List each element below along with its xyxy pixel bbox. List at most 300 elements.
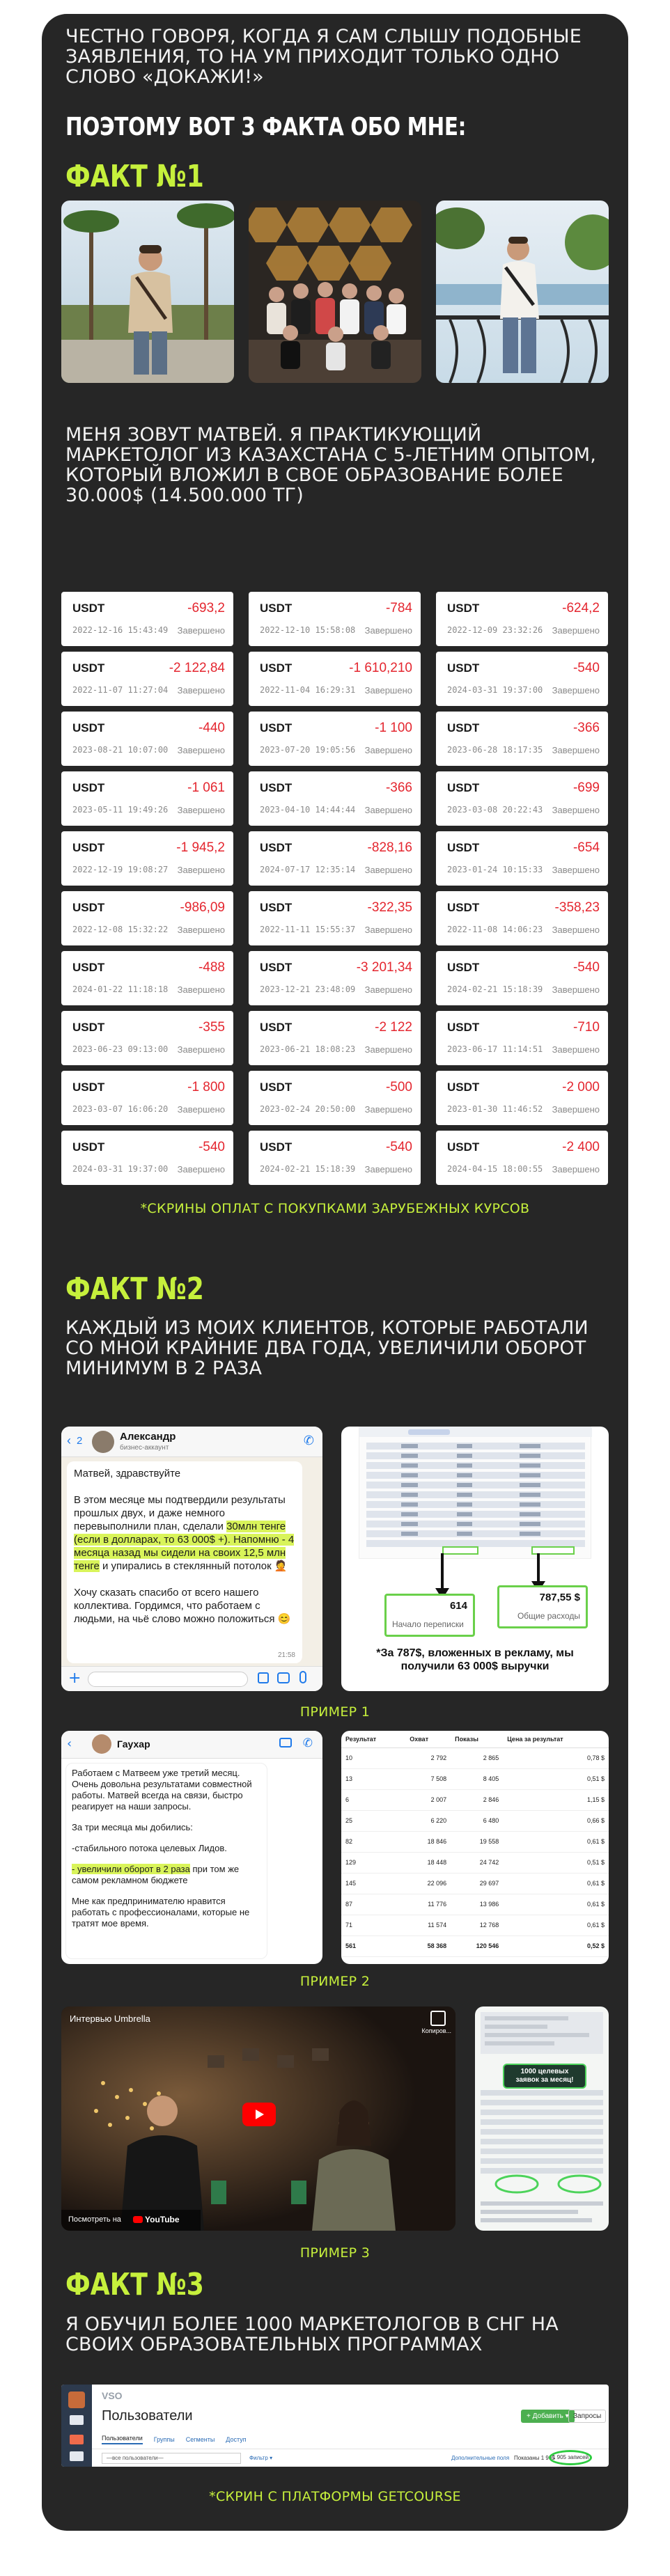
- gc-total-records: 1 905 записей: [549, 2450, 592, 2465]
- gc-brand: VSO: [102, 2390, 123, 2401]
- receipt-status: Завершено: [177, 745, 225, 755]
- message-bubble: [65, 1763, 267, 1959]
- fact3-title: ФАКТ №3: [65, 2267, 204, 2302]
- call-icon[interactable]: ✆: [303, 1434, 314, 1448]
- receipt-currency: USDT: [72, 841, 105, 854]
- fact1-caption: *СКРИНЫ ОПЛАТ С ПОКУПКАМИ ЗАРУБЕЖНЫХ КУРСОВ: [140, 1201, 530, 1216]
- table-row: [341, 1789, 609, 1810]
- table-cell: 82: [345, 1838, 353, 1845]
- payment-receipt: [249, 831, 421, 886]
- receipt-date: 2024-04-15 18:00:55: [447, 1164, 543, 1174]
- table-cell: 0,61 $: [586, 1922, 605, 1929]
- receipt-currency: USDT: [72, 781, 105, 794]
- table-cell: 0,61 $: [586, 1880, 605, 1887]
- receipt-currency: USDT: [447, 781, 480, 794]
- receipt-amount: -355: [198, 1020, 225, 1035]
- receipt-amount: -500: [385, 1080, 412, 1094]
- table-cell: 2 792: [430, 1754, 447, 1761]
- content-card: [42, 14, 628, 2531]
- photo-team-group: [249, 201, 421, 383]
- getcourse-screenshot: [61, 2385, 609, 2467]
- receipt-amount: -3 201,34: [356, 960, 412, 975]
- receipt-amount: -654: [572, 840, 600, 855]
- microphone-icon[interactable]: [299, 1671, 306, 1683]
- table-cell: 25: [345, 1817, 353, 1824]
- message-paragraph-4: [72, 1864, 261, 1886]
- contact-name: Гаухар: [117, 1738, 150, 1750]
- youtube-label: YouTube: [145, 2215, 180, 2224]
- payment-receipt: [436, 1071, 608, 1125]
- chat-header: [61, 1427, 322, 1457]
- receipt-amount: -624,2: [562, 601, 600, 615]
- receipt-date: 2023-04-10 14:44:44: [260, 805, 356, 815]
- receipt-date: 2022-12-10 15:58:08: [260, 625, 356, 635]
- spend-stat-box: [497, 1585, 588, 1628]
- receipt-status: Завершено: [364, 925, 412, 935]
- table-cell: 19 558: [479, 1838, 499, 1845]
- plus-icon[interactable]: +: [68, 1670, 81, 1687]
- payment-receipt: [61, 1071, 233, 1125]
- payment-receipt: [436, 652, 608, 706]
- table-cell: 0,78 $: [586, 1754, 605, 1761]
- receipt-date: 2023-01-30 11:46:52: [447, 1104, 543, 1114]
- fact2-text: КАЖДЫЙ ИЗ МОИХ КЛИЕНТОВ, КОТОРЫЕ РАБОТАЛИ СО МНОЙ КРАЙНИЕ ДВА ГОДА, УВЕЛИЧИЛИ ОБОРОТ МИНИМУМ В 2 РАЗА: [65, 1317, 589, 1379]
- table-header-cell[interactable]: Охват: [410, 1735, 429, 1743]
- table-cell: 129: [345, 1859, 357, 1866]
- leads-badge: 1000 целевых заявок за месяц!: [503, 2064, 586, 2089]
- table-cell: 22 096: [427, 1880, 447, 1887]
- table-cell: 29 697: [479, 1880, 499, 1887]
- receipt-status: Завершено: [552, 685, 600, 696]
- receipt-date: 2023-06-23 09:13:00: [72, 1044, 169, 1054]
- payment-receipt: [436, 951, 608, 1005]
- receipt-status: Завершено: [552, 805, 600, 815]
- table-cell: 11 574: [428, 1922, 447, 1929]
- receipt-status: Завершено: [552, 625, 600, 636]
- payment-receipt: [436, 1011, 608, 1065]
- photo-palm-trees: [61, 201, 234, 383]
- receipt-date: 2023-07-20 19:05:56: [260, 745, 356, 755]
- table-row: [341, 1935, 609, 1956]
- receipt-date: 2022-11-04 16:29:31: [260, 685, 356, 695]
- receipt-amount: -366: [572, 721, 600, 735]
- message-bubble: [67, 1461, 302, 1663]
- payment-receipt: [61, 652, 233, 706]
- gc-sidebar: [61, 2385, 92, 2467]
- table-cell: 58 368: [427, 1942, 447, 1949]
- receipt-date: 2023-12-21 23:48:09: [260, 984, 356, 994]
- fact1-bio: МЕНЯ ЗОВУТ МАТВЕЙ. Я ПРАКТИКУЮЩИЙ МАРКЕТОЛОГ ИЗ КАЗАХСТАНА С 5-ЛЕТНИМ ОПЫТОМ, КОТОРЫЙ ВЛОЖИЛ В СВОЕ ОБРАЗОВАНИЕ БОЛЕЕ 30.000$ (14.500.000 ТГ): [65, 424, 596, 506]
- table-cell: 18 448: [427, 1859, 447, 1866]
- table-cell: 6 220: [430, 1817, 447, 1824]
- table-cell: 8 405: [483, 1775, 499, 1782]
- table-cell: 2 865: [483, 1754, 499, 1761]
- copy-link-icon[interactable]: [430, 2011, 446, 2026]
- table-cell: 6: [345, 1796, 350, 1803]
- camera-icon[interactable]: [277, 1672, 290, 1683]
- payment-receipt: [61, 1131, 233, 1185]
- receipt-date: 2022-12-09 23:32:26: [447, 625, 543, 635]
- fact2-title: ФАКТ №2: [65, 1271, 204, 1307]
- leads-label: Начало переписки: [392, 1619, 464, 1629]
- receipt-amount: -358,23: [554, 900, 600, 915]
- table-row: [341, 1748, 609, 1768]
- receipt-currency: USDT: [260, 781, 293, 794]
- gc-tab[interactable]: Сегменты: [185, 2436, 215, 2443]
- table-cell: 0,66 $: [586, 1817, 605, 1824]
- table-cell: 12 768: [479, 1922, 499, 1929]
- receipt-currency: USDT: [260, 602, 293, 615]
- receipt-currency: USDT: [260, 961, 293, 974]
- receipt-amount: -699: [572, 780, 600, 795]
- message-paragraph-1: Работаем с Матвеем уже третий месяц. Очень довольна результатами совместной работы. Матвей всегда на связи, быстро реагирует на наши запросы.: [72, 1768, 252, 1812]
- chat-input-bar: [61, 1666, 322, 1691]
- receipt-amount: -540: [198, 1140, 225, 1154]
- table-cell: 71: [345, 1922, 353, 1929]
- table-cell: 2 007: [430, 1796, 447, 1803]
- fact3-caption: *СКРИН С ПЛАТФОРМЫ GETCOURSE: [209, 2489, 461, 2504]
- table-row: [341, 1915, 609, 1935]
- receipt-status: Завершено: [177, 625, 225, 636]
- fact1-title: ФАКТ №1: [65, 159, 204, 194]
- table-header-cell[interactable]: Результат: [345, 1735, 377, 1743]
- receipt-currency: USDT: [447, 661, 480, 675]
- table-cell: 0,51 $: [586, 1859, 605, 1866]
- receipt-status: Завершено: [364, 685, 412, 696]
- receipt-amount: -2 122,84: [169, 661, 225, 675]
- example3-phone-screenshot: [475, 2006, 609, 2231]
- receipt-amount: -693,2: [187, 601, 225, 615]
- example1-chat-screenshot: [61, 1427, 322, 1691]
- avatar: [92, 1734, 111, 1754]
- receipt-date: 2022-12-08 15:32:22: [72, 925, 169, 934]
- payment-receipt: [249, 592, 421, 646]
- receipt-amount: -1 061: [187, 780, 225, 795]
- table-cell: 10: [345, 1754, 353, 1761]
- payment-receipt: [61, 831, 233, 886]
- receipt-currency: USDT: [72, 602, 105, 615]
- payment-receipt: [249, 771, 421, 826]
- table-cell: 6 480: [483, 1817, 499, 1824]
- youtube-logo-icon: [133, 2216, 143, 2223]
- gc-home-icon[interactable]: [70, 2415, 84, 2425]
- table-cell: 87: [345, 1901, 353, 1908]
- receipt-status: Завершено: [177, 1104, 225, 1115]
- leads-stat-box: [384, 1594, 475, 1637]
- example2-chat-screenshot: [61, 1731, 322, 1964]
- receipt-amount: -540: [572, 960, 600, 975]
- spend-label: Общие расходы: [517, 1611, 580, 1621]
- gc-filter-select[interactable]: —все пользователи—: [102, 2453, 241, 2464]
- table-cell: 13: [345, 1775, 353, 1782]
- table-header-cell[interactable]: Цена за результат: [507, 1735, 563, 1743]
- message-paragraph-2: За три месяца мы добились:: [72, 1822, 193, 1832]
- gc-add-button[interactable]: + Добавить ▾: [521, 2410, 575, 2423]
- receipt-date: 2022-12-19 19:08:27: [72, 865, 169, 874]
- receipt-currency: USDT: [260, 1021, 293, 1034]
- gc-tab[interactable]: Доступ: [226, 2436, 247, 2443]
- receipt-amount: -366: [385, 780, 412, 795]
- video-call-icon[interactable]: [279, 1738, 292, 1748]
- payment-receipt: [249, 652, 421, 706]
- example3-caption: ПРИМЕР 3: [299, 2245, 371, 2261]
- contact-status: бизнес-аккаунт: [120, 1444, 169, 1452]
- payment-receipt: [249, 951, 421, 1005]
- watch-on-youtube-bar[interactable]: [61, 2210, 201, 2231]
- receipt-date: 2022-12-16 15:43:49: [72, 625, 169, 635]
- table-cell: 0,61 $: [586, 1838, 605, 1845]
- receipt-date: 2024-02-21 15:18:39: [260, 1164, 356, 1174]
- receipt-currency: USDT: [447, 841, 480, 854]
- message-highlight: 30млн тенге (если в долларах, то 63 000$ +). Напомню - 4 месяца назад мы сидели на своих 12,5 млн тенге: [74, 1521, 295, 1572]
- facts-heading: ПОЭТОМУ ВОТ 3 ФАКТА ОБО МНЕ:: [65, 113, 466, 141]
- payment-receipt: [436, 712, 608, 766]
- payment-receipt: [436, 592, 608, 646]
- receipt-amount: -440: [198, 721, 225, 735]
- receipt-amount: -2 400: [562, 1140, 600, 1154]
- table-cell: 24 742: [479, 1859, 499, 1866]
- example1-ads-stats-screenshot: [341, 1427, 609, 1691]
- payment-receipt: [249, 1011, 421, 1065]
- table-cell: 0,52 $: [586, 1942, 605, 1949]
- chat-header: [61, 1731, 322, 1759]
- receipt-status: Завершено: [364, 1044, 412, 1055]
- message-input[interactable]: [88, 1672, 248, 1687]
- receipt-currency: USDT: [72, 1140, 105, 1154]
- receipt-date: 2023-06-21 18:08:23: [260, 1044, 356, 1054]
- receipt-status: Завершено: [552, 1044, 600, 1055]
- message-text: при том же самом рекламном бюджете: [72, 1864, 240, 1885]
- gc-extra-fields-link[interactable]: Дополнительные поля: [451, 2455, 510, 2461]
- gc-tabs: [102, 2432, 247, 2447]
- receipt-date: 2023-02-24 20:50:00: [260, 1104, 356, 1114]
- example2-results-table: [341, 1731, 609, 1964]
- back-chevron-icon[interactable]: ‹: [67, 1736, 72, 1751]
- fact3-text: Я ОБУЧИЛ БОЛЕЕ 1000 МАРКЕТОЛОГОВ В СНГ НА СВОИХ ОБРАЗОВАТЕЛЬНЫХ ПРОГРАММАХ: [65, 2314, 559, 2355]
- receipt-currency: USDT: [260, 661, 293, 675]
- receipt-date: 2022-11-07 11:27:04: [72, 685, 169, 695]
- receipt-amount: -828,16: [367, 840, 412, 855]
- receipt-currency: USDT: [72, 661, 105, 675]
- table-cell: 1,15 $: [586, 1796, 605, 1803]
- avatar: [92, 1431, 114, 1453]
- table-cell: 18 846: [427, 1838, 447, 1845]
- message-text: В этом месяце мы подтвердили результаты прошлых двух, и даже немного перевыполнили план, сделали: [74, 1494, 286, 1532]
- receipt-amount: -2 122: [375, 1020, 412, 1035]
- gc-logo-icon: [68, 2392, 85, 2408]
- spend-value: 787,55 $: [539, 1592, 580, 1603]
- receipt-status: Завершено: [364, 805, 412, 815]
- gc-tab-link[interactable]: Запросы: [568, 2410, 606, 2423]
- gc-users-icon[interactable]: [70, 2451, 84, 2461]
- receipt-status: Завершено: [177, 1164, 225, 1175]
- payment-receipt: [61, 771, 233, 826]
- receipt-status: Завершено: [177, 865, 225, 875]
- message-highlight: - увеличили оборот в 2 раза: [72, 1864, 190, 1874]
- receipt-amount: -2 000: [562, 1080, 600, 1094]
- payment-receipt: [249, 1071, 421, 1125]
- receipt-amount: -1 945,2: [176, 840, 225, 855]
- copy-link-label[interactable]: Копиров...: [421, 2027, 451, 2034]
- receipt-status: Завершено: [552, 745, 600, 755]
- receipt-currency: USDT: [260, 1081, 293, 1094]
- receipt-date: 2023-06-17 11:14:51: [447, 1044, 543, 1054]
- payment-receipt: [436, 1131, 608, 1185]
- table-cell: 561: [345, 1942, 357, 1949]
- receipt-currency: USDT: [260, 1140, 293, 1154]
- receipt-currency: USDT: [447, 901, 480, 914]
- receipt-amount: -322,35: [367, 900, 412, 915]
- leads-value: 614: [449, 1600, 467, 1612]
- payment-receipt: [61, 1011, 233, 1065]
- receipt-currency: USDT: [447, 1081, 480, 1094]
- receipt-status: Завершено: [177, 984, 225, 995]
- receipt-currency: USDT: [72, 1021, 105, 1034]
- receipt-amount: -540: [572, 661, 600, 675]
- receipt-status: Завершено: [552, 984, 600, 995]
- payment-receipt: [61, 951, 233, 1005]
- payment-receipt: [61, 712, 233, 766]
- receipt-date: 2024-03-31 19:37:00: [72, 1164, 169, 1174]
- back-chevron-icon[interactable]: ‹: [67, 1434, 71, 1447]
- receipt-date: 2024-01-22 11:18:18: [72, 984, 169, 994]
- message-paragraph-1: [74, 1493, 295, 1573]
- receipt-status: Завершено: [177, 805, 225, 815]
- example1-caption: ПРИМЕР 1: [299, 1704, 371, 1720]
- gc-shown-count: Показаны 1 905: [514, 2455, 555, 2461]
- message-paragraph-2: Хочу сказать спасибо от всего нашего коллектива. Гордимся, что работаем с людьми, на чьё слово можно положиться 😊: [74, 1587, 291, 1625]
- receipt-amount: -1 800: [187, 1080, 225, 1094]
- receipt-currency: USDT: [447, 1140, 480, 1154]
- example2-caption: ПРИМЕР 2: [299, 1974, 371, 1989]
- message-paragraph-5: Мне как предпринимателю нравится работать с профессионалами, которые не тратят мое время.: [72, 1896, 250, 1929]
- payment-receipt: [436, 831, 608, 886]
- receipt-status: Завершено: [552, 1164, 600, 1175]
- gc-menu-icon[interactable]: [70, 2435, 84, 2444]
- receipt-date: 2023-03-08 20:22:43: [447, 805, 543, 815]
- receipt-currency: USDT: [72, 721, 105, 735]
- receipt-amount: -540: [385, 1140, 412, 1154]
- receipt-status: Завершено: [364, 865, 412, 875]
- table-row: [341, 1768, 609, 1789]
- receipt-date: 2022-11-11 15:55:37: [260, 925, 356, 934]
- receipt-status: Завершено: [364, 1164, 412, 1175]
- receipt-status: Завершено: [364, 625, 412, 636]
- receipt-status: Завершено: [364, 984, 412, 995]
- table-header-cell[interactable]: Показы: [455, 1735, 478, 1743]
- table-row: [341, 1831, 609, 1852]
- receipt-date: 2023-05-11 19:49:26: [72, 805, 169, 815]
- receipt-currency: USDT: [447, 721, 480, 735]
- receipt-date: 2023-01-24 10:15:33: [447, 865, 543, 874]
- video-title[interactable]: Интервью Umbrella: [70, 2013, 150, 2024]
- table-row: [341, 1873, 609, 1894]
- message-paragraph-3: -стабильного потока целевых Лидов.: [72, 1843, 227, 1853]
- payment-receipt: [61, 592, 233, 646]
- message-greeting: Матвей, здравствуйте: [74, 1468, 181, 1479]
- receipt-currency: USDT: [72, 1081, 105, 1094]
- play-button[interactable]: [242, 2103, 276, 2126]
- receipt-date: 2024-07-17 12:35:14: [260, 865, 356, 874]
- receipt-status: Завершено: [552, 1104, 600, 1115]
- payment-receipt: [249, 891, 421, 945]
- sticker-icon[interactable]: [258, 1672, 269, 1683]
- receipt-status: Завершено: [177, 685, 225, 696]
- receipt-currency: USDT: [260, 721, 293, 735]
- payment-receipt: [436, 771, 608, 826]
- receipt-date: 2024-03-31 19:37:00: [447, 685, 543, 695]
- receipt-currency: USDT: [260, 841, 293, 854]
- receipt-status: Завершено: [177, 1044, 225, 1055]
- receipt-amount: -710: [572, 1020, 600, 1035]
- table-cell: 2 846: [483, 1796, 499, 1803]
- back-count[interactable]: 2: [77, 1435, 83, 1447]
- receipt-date: 2023-06-28 18:17:35: [447, 745, 543, 755]
- receipt-amount: -784: [385, 601, 412, 615]
- receipt-amount: -1 610,210: [349, 661, 412, 675]
- table-cell: 120 546: [476, 1942, 499, 1949]
- receipt-amount: -986,09: [180, 900, 225, 915]
- receipt-date: 2024-02-21 15:18:39: [447, 984, 543, 994]
- receipt-date: 2022-11-08 14:06:23: [447, 925, 543, 934]
- table-row: [341, 1852, 609, 1873]
- payment-receipt: [436, 891, 608, 945]
- receipt-status: Завершено: [364, 745, 412, 755]
- example3-video-player[interactable]: [61, 2006, 455, 2231]
- gc-tab[interactable]: Пользователи: [102, 2435, 143, 2444]
- gc-filter-link[interactable]: Фильтр ▾: [249, 2455, 273, 2461]
- table-cell: 0,61 $: [586, 1901, 605, 1908]
- table-cell: 11 776: [428, 1901, 447, 1908]
- table-cell: 7 508: [430, 1775, 447, 1782]
- contact-name: Александр: [120, 1431, 176, 1443]
- receipt-currency: USDT: [72, 901, 105, 914]
- receipt-currency: USDT: [72, 961, 105, 974]
- payment-receipt: [61, 891, 233, 945]
- table-header-row: [341, 1731, 609, 1748]
- gc-tab[interactable]: Группы: [153, 2436, 175, 2443]
- stats-note: *За 787$, вложенных в рекламу, мы получили 63 000$ выручки: [376, 1647, 574, 1672]
- table-row: [341, 1810, 609, 1831]
- receipt-currency: USDT: [260, 901, 293, 914]
- receipt-status: Завершено: [364, 1104, 412, 1115]
- payment-receipt: [249, 712, 421, 766]
- receipt-status: Завершено: [552, 925, 600, 935]
- table-cell: 145: [345, 1880, 357, 1887]
- receipt-currency: USDT: [447, 961, 480, 974]
- table-cell: 13 986: [479, 1901, 499, 1908]
- message-time: 21:58: [277, 1651, 295, 1659]
- photo-seaside-balcony: [436, 201, 609, 383]
- watch-on-label: Посмотреть на: [68, 2215, 121, 2224]
- play-icon: [242, 2103, 276, 2126]
- gc-page-title: Пользователи: [102, 2408, 193, 2424]
- message-text: и упирались в стеклянный потолок 🤦: [99, 1560, 288, 1572]
- receipt-amount: -488: [198, 960, 225, 975]
- receipt-currency: USDT: [447, 602, 480, 615]
- receipt-currency: USDT: [447, 1021, 480, 1034]
- call-icon[interactable]: ✆: [302, 1736, 313, 1750]
- payment-receipt: [249, 1131, 421, 1185]
- receipt-date: 2023-03-07 16:06:20: [72, 1104, 169, 1114]
- receipt-status: Завершено: [177, 925, 225, 935]
- table-cell: 0,51 $: [586, 1775, 605, 1782]
- receipt-date: 2023-08-21 10:07:00: [72, 745, 169, 755]
- intro-doubt-text: ЧЕСТНО ГОВОРЯ, КОГДА Я САМ СЛЫШУ ПОДОБНЫЕ ЗАЯВЛЕНИЯ, ТО НА УМ ПРИХОДИТ ТОЛЬКО ОДНО СЛОВО «ДОКАЖИ!»: [65, 26, 582, 88]
- results-table: [341, 1731, 609, 1957]
- receipt-status: Завершено: [552, 865, 600, 875]
- receipt-amount: -1 100: [375, 721, 412, 735]
